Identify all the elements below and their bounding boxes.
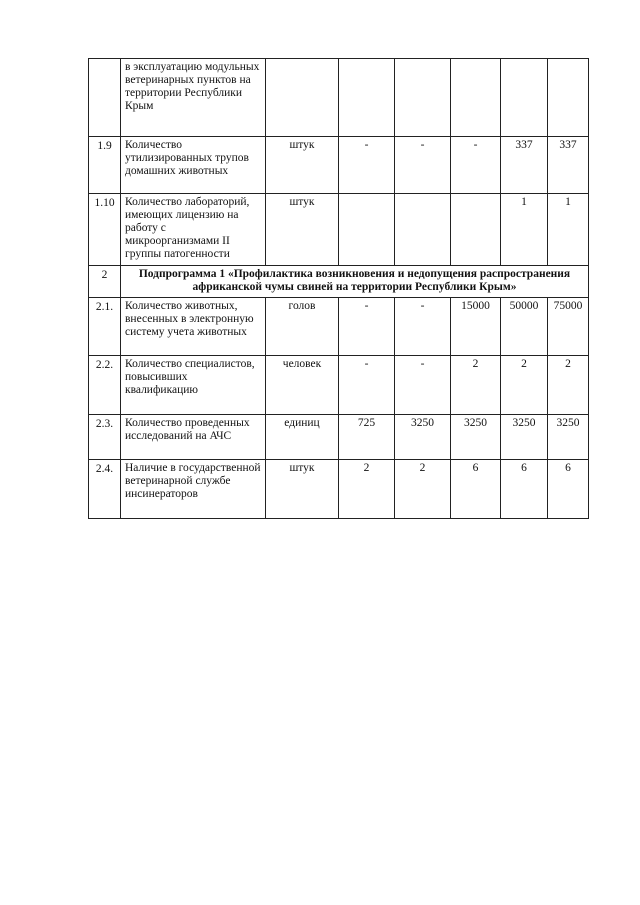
value-cell: - bbox=[339, 137, 395, 194]
value-cell bbox=[451, 59, 501, 137]
value-cell: 1 bbox=[501, 194, 548, 266]
row-number: 2.4. bbox=[89, 460, 121, 519]
row-number: 2.2. bbox=[89, 356, 121, 415]
row-number: 2.1. bbox=[89, 298, 121, 356]
indicator-name: Количество специалистов, повысивших квалификацию bbox=[121, 356, 266, 415]
row-number: 1.10 bbox=[89, 194, 121, 266]
value-cell: - bbox=[395, 137, 451, 194]
value-cell: - bbox=[395, 298, 451, 356]
subprogram-row bbox=[89, 266, 589, 298]
value-cell: 50000 bbox=[501, 298, 548, 356]
table-row bbox=[89, 298, 589, 356]
value-cell: 15000 bbox=[451, 298, 501, 356]
value-cell bbox=[339, 59, 395, 137]
row-number: 1.9 bbox=[89, 137, 121, 194]
table-row bbox=[89, 59, 589, 137]
value-cell: - bbox=[339, 356, 395, 415]
table-body bbox=[89, 59, 589, 519]
indicator-name: Количество лабораторий, имеющих лицензию на работу с микроорганизмами II группы патогенности bbox=[121, 194, 266, 266]
value-cell: 6 bbox=[501, 460, 548, 519]
value-cell: 3250 bbox=[501, 415, 548, 460]
value-cell bbox=[395, 59, 451, 137]
unit-cell: штук bbox=[266, 460, 339, 519]
value-cell bbox=[501, 59, 548, 137]
value-cell bbox=[339, 194, 395, 266]
value-cell: - bbox=[339, 298, 395, 356]
value-cell: - bbox=[451, 137, 501, 194]
value-cell: 6 bbox=[451, 460, 501, 519]
value-cell: 337 bbox=[501, 137, 548, 194]
indicator-name: Наличие в государственной ветеринарной службе инсинераторов bbox=[121, 460, 266, 519]
value-cell: 75000 bbox=[548, 298, 589, 356]
unit-cell: голов bbox=[266, 298, 339, 356]
row-number: 2.3. bbox=[89, 415, 121, 460]
value-cell: - bbox=[395, 356, 451, 415]
table-row bbox=[89, 415, 589, 460]
value-cell: 3250 bbox=[548, 415, 589, 460]
value-cell: 2 bbox=[501, 356, 548, 415]
value-cell: 3250 bbox=[451, 415, 501, 460]
value-cell: 725 bbox=[339, 415, 395, 460]
table-row bbox=[89, 137, 589, 194]
subprogram-title: Подпрограмма 1 «Профилактика возникновения и недопущения распространения африканской чумы свиней на территории Республики Крым» bbox=[121, 266, 589, 298]
unit-cell: человек bbox=[266, 356, 339, 415]
indicators-table bbox=[88, 58, 589, 519]
indicator-name: в эксплуатацию модульных ветеринарных пунктов на территории Республики Крым bbox=[121, 59, 266, 137]
value-cell bbox=[548, 59, 589, 137]
value-cell: 2 bbox=[548, 356, 589, 415]
unit-cell bbox=[266, 59, 339, 137]
table-row bbox=[89, 460, 589, 519]
value-cell bbox=[451, 194, 501, 266]
indicator-name: Количество утилизированных трупов домашних животных bbox=[121, 137, 266, 194]
indicator-name: Количество проведенных исследований на АЧС bbox=[121, 415, 266, 460]
value-cell: 2 bbox=[395, 460, 451, 519]
unit-cell: единиц bbox=[266, 415, 339, 460]
unit-cell: штук bbox=[266, 194, 339, 266]
value-cell: 1 bbox=[548, 194, 589, 266]
indicator-name: Количество животных, внесенных в электронную систему учета животных bbox=[121, 298, 266, 356]
value-cell: 6 bbox=[548, 460, 589, 519]
value-cell: 3250 bbox=[395, 415, 451, 460]
value-cell: 2 bbox=[451, 356, 501, 415]
table-row bbox=[89, 194, 589, 266]
value-cell: 2 bbox=[339, 460, 395, 519]
unit-cell: штук bbox=[266, 137, 339, 194]
value-cell bbox=[395, 194, 451, 266]
row-number bbox=[89, 59, 121, 137]
value-cell: 337 bbox=[548, 137, 589, 194]
row-number: 2 bbox=[89, 266, 121, 298]
table-row bbox=[89, 356, 589, 415]
